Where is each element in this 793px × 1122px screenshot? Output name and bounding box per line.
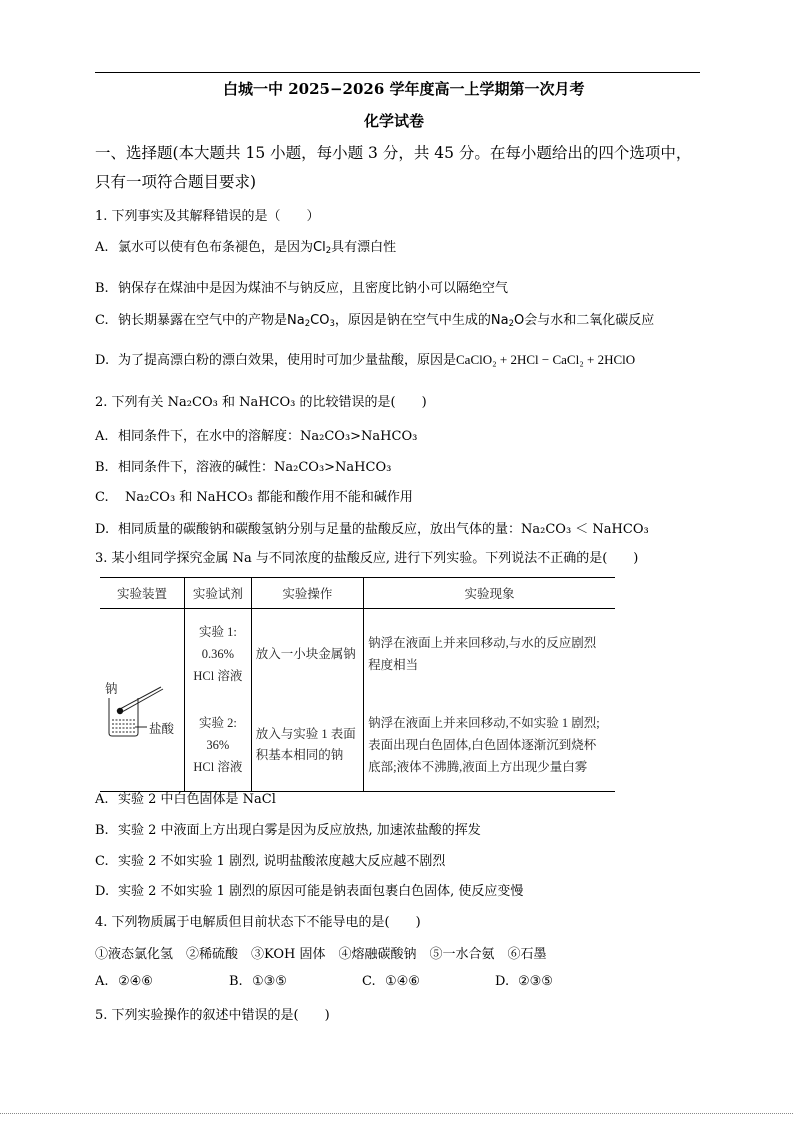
chemical-equation: CaClO₂ + 2HCl − CaCl₂ + 2HClO (456, 352, 636, 367)
header-operation: 实验操作 (251, 578, 363, 609)
question-2-option-c: C. Na₂CO₃ 和 NaHCO₃ 都能和酸作用不能和碱作用 (95, 490, 413, 505)
exam-subtitle: 化学试卷 (364, 112, 425, 130)
question-4-option-a: A. ②④⑥ (95, 974, 153, 989)
formula-na2o: $Na_2O$ (490, 313, 525, 329)
question-3-option-b: B. 实验 2 中液面上方出现白雾是因为反应放热, 加速浓盐酸的挥发 (95, 823, 481, 838)
exp1-reagent: 实验 1: 0.36% HCl 溶液 (185, 609, 252, 700)
question-1-option-c: C. 钠长期暴露在空气中的产物是$Na_2CO_3$，原因是钠在空气中生成的$Na_2O$会与水和二氧化碳反应 (95, 313, 655, 329)
question-1-option-b: B. 钠保存在煤油中是因为煤油不与钠反应，且密度比钠小可以隔绝空气 (95, 281, 509, 296)
exam-title: 白城一中 2025−2026 学年度高一上学期第一次月考 (223, 80, 585, 98)
sodium-piece (117, 708, 123, 714)
question-2-option-b: B. 相同条件下，溶液的碱性：Na₂CO₃>NaHCO₃ (95, 460, 392, 475)
formula-cl2: $Cl_2$ (313, 240, 332, 256)
question-5-stem: 5. 下列实验操作的叙述中错误的是( ) (95, 1008, 330, 1023)
question-1-option-a: A. 氯水可以使有色布条褪色，是因为$Cl_2$具有漂白性 (95, 240, 397, 256)
beaker-diagram (101, 625, 183, 775)
question-3-option-a: A. 实验 2 中白色固体是 NaCl (95, 792, 276, 807)
formula-na2co3: $Na_2CO_3$ (287, 313, 335, 329)
page-bottom-edge (0, 1113, 793, 1114)
header-rule (95, 72, 700, 73)
question-4-option-c: C. ①④⑥ (362, 974, 420, 989)
exp2-operation: 放入与实验 1 表面 积基本相同的钠 (251, 699, 363, 792)
question-4-option-d: D. ②③⑤ (495, 974, 553, 989)
beaker-outline (109, 698, 138, 736)
question-3-option-c: C. 实验 2 不如实验 1 剧烈, 说明盐酸浓度越大反应越不剧烈 (95, 854, 446, 869)
question-1-option-d: D. 为了提高漂白粉的漂白效果，使用时可加少量盐酸，原因是CaClO₂ + 2HCl − CaCl₂ + 2HClO (95, 352, 636, 368)
question-3-stem: 3. 某小组同学探究金属 Na 与不同浓度的盐酸反应, 进行下列实验。下列说法不正确的是( ) (95, 551, 639, 566)
question-4-items: ①液态氯化氢 ②稀硫酸 ③KOH 固体 ④熔融碳酸钠 ⑤一水合氨 ⑥石墨 (95, 947, 547, 962)
exp1-phenomenon: 钠浮在液面上并来回移动,与水的反应剧烈 程度相当 (364, 609, 615, 700)
header-reagent: 实验试剂 (185, 578, 252, 609)
acid-label: 盐酸 (149, 722, 175, 736)
header-apparatus: 实验装置 (100, 578, 185, 609)
question-2-option-a: A. 相同条件下，在水中的溶解度：Na₂CO₃>NaHCO₃ (95, 429, 418, 444)
apparatus-cell (100, 609, 185, 792)
header-phenomenon: 实验现象 (364, 578, 615, 609)
acid-liquid (112, 720, 135, 732)
section-instructions-line1: 一、选择题(本大题共 15 小题，每小题 3 分，共 45 分。在每小题给出的四个选项中， (95, 144, 692, 162)
question-1-stem: 1. 下列事实及其解释错误的是（ ） (95, 209, 320, 224)
tongs (120, 687, 163, 712)
experiment-table (100, 577, 615, 792)
exp2-reagent: 实验 2: 36% HCl 溶液 (185, 699, 252, 792)
exp1-operation: 放入一小块金属钠 (251, 609, 363, 700)
exp2-phenomenon: 钠浮在液面上并来回移动,不如实验 1 剧烈; 表面出现白色固体,白色固体逐渐沉到烧杯 底部;液体不沸腾,液面上方出现少量白雾 (364, 699, 615, 792)
question-2-option-d: D. 相同质量的碳酸钠和碳酸氢钠分别与足量的盐酸反应，放出气体的量：Na₂CO₃ ＜ NaHCO₃ (95, 522, 649, 537)
section-instructions-line2: 只有一项符合题目要求) (95, 173, 257, 191)
question-2-stem: 2. 下列有关 Na₂CO₃ 和 NaHCO₃ 的比较错误的是( ) (95, 395, 427, 410)
sodium-label: 钠 (105, 682, 118, 696)
question-4-option-b: B. ①③⑤ (229, 974, 287, 989)
question-4-stem: 4. 下列物质属于电解质但目前状态下不能导电的是( ) (95, 915, 421, 930)
question-3-option-d: D. 实验 2 不如实验 1 剧烈的原因可能是钠表面包裹白色固体, 使反应变慢 (95, 884, 524, 899)
